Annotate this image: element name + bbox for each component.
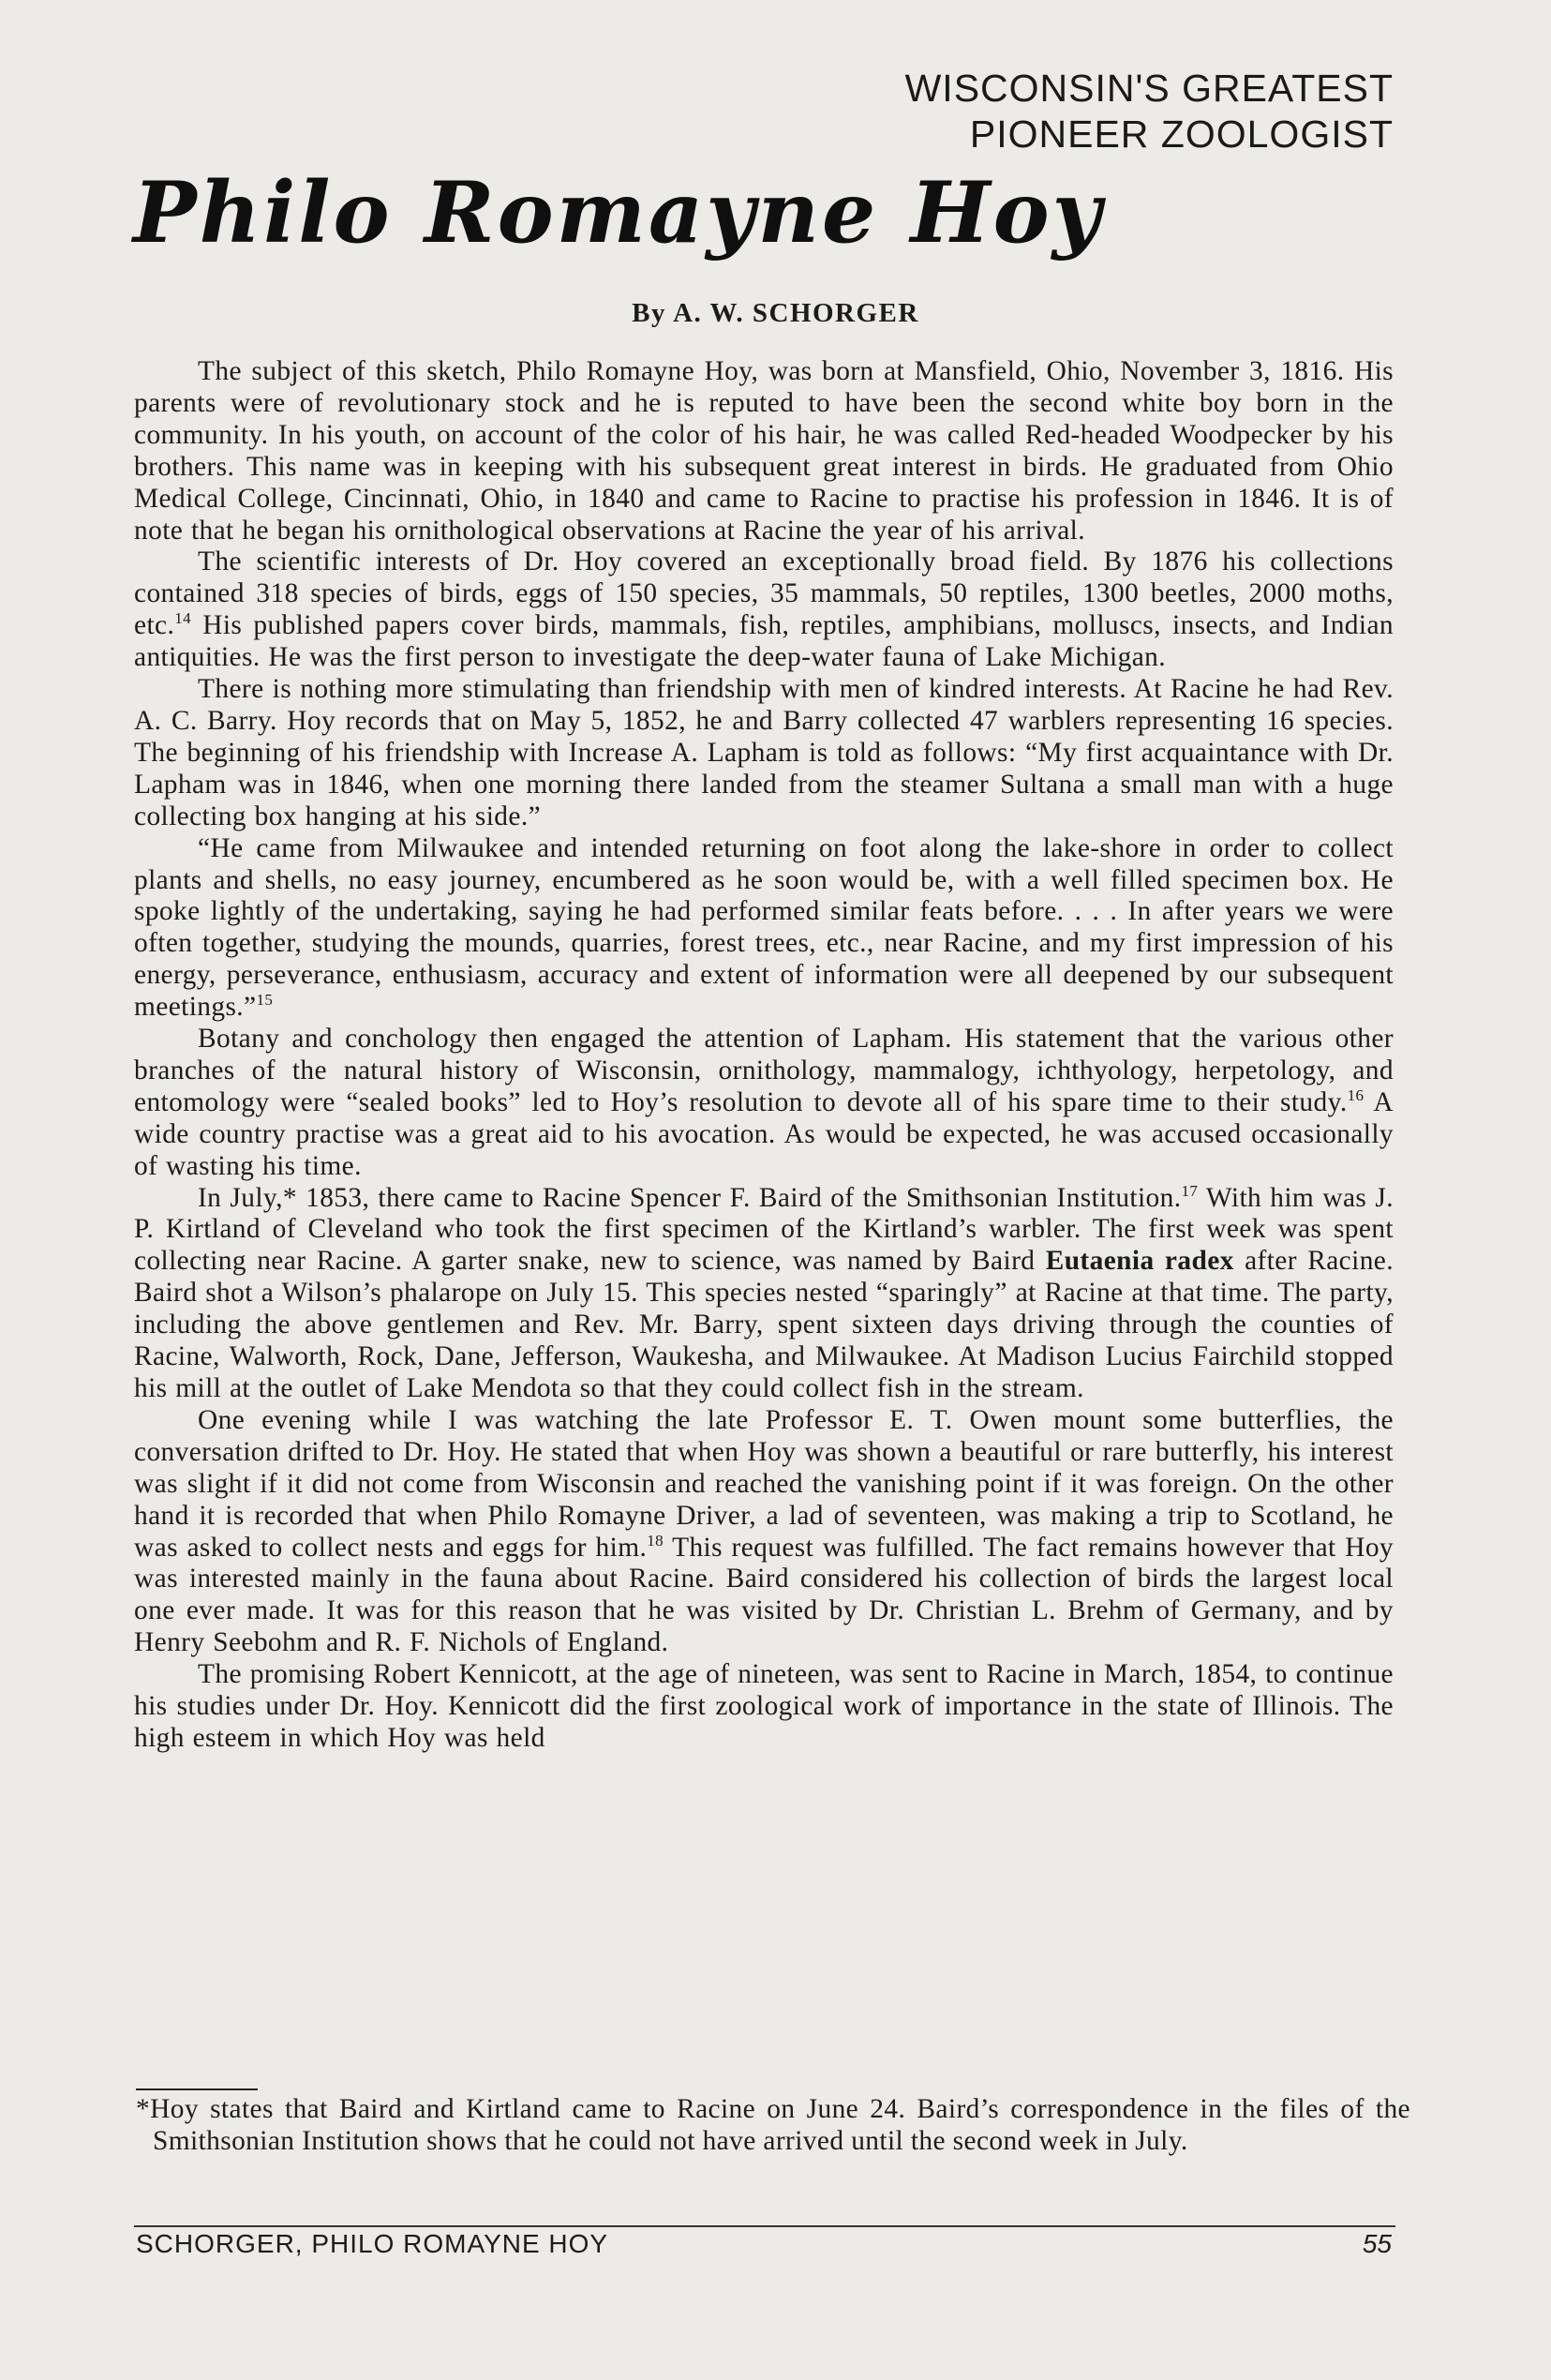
paragraph-text: Botany and conchology then engaged the attention of Lapham. His statement that the various other branches of the natural history of Wisconsin, ornithology, mammalogy, ichthyology, herpetology, and entomology were “sealed books” led to Hoy’s resolution to devote all of his spare time to their study. [134, 1024, 1394, 1117]
paragraph [134, 356, 1394, 546]
paragraph [134, 1659, 1394, 1755]
paragraph [134, 1405, 1394, 1659]
species-name: Eutaenia radex [1045, 1246, 1234, 1277]
paragraph-text: A wide country practise was a great aid to his avocation. As would be expected, he was accused occasionally of wasting his time. [134, 1086, 1394, 1181]
running-head: SCHORGER, PHILO ROMAYNE HOY [136, 2229, 609, 2258]
footnote-reference: 18 [647, 1531, 664, 1549]
paragraph-text: In July,* 1853, there came to Racine Spencer F. Baird of the Smithsonian Institution. [198, 1182, 1182, 1213]
footnote-reference: 16 [1347, 1085, 1365, 1104]
paragraph [134, 1024, 1394, 1183]
footnote-reference: 15 [256, 991, 274, 1010]
paragraph-text: With him was J. P. Kirtland of Cleveland who took the first specimen of the Kirtland’s warbler. The first week was spent collecting near Racine. A garter snake, new to science, was named by Baird [134, 1182, 1394, 1277]
paragraph-text: There is nothing more stimulating than friendship with men of kindred interests. At Racine he had Rev. A. C. Barry. Hoy records that on May 5, 1852, he and Barry collected 47 warblers representing 16 species. The beginning of his friendship with Increase A. Lapham is told as follows: “My first acquaintance with Dr. Lapham was in 1846, when one morning there landed from the steamer Sultana a small man with a huge collecting box hanging at his side.” [134, 674, 1394, 831]
section-kicker [905, 66, 1394, 157]
footnote: *Hoy states that Baird and Kirtland came to Racine on June 24. Baird’s correspondence in the files of the Smithsonian Institution shows that he could not have arrived until the second week in July. [136, 2094, 1410, 2156]
paragraph [134, 833, 1394, 1024]
paragraph-text: after Racine. Baird shot a Wilson’s phalarope on July 15. This species nested “sparingly” at Racine at that time. The party, including the above gentlemen and Rev. Mr. Barry, spent sixteen days driving through the counties of Racine, Walworth, Rock, Dane, Jefferson, Waukesha, and Milwaukee. At Madison Lucius Fairchild stopped his mill at the outlet of Lake Mendota so that they could collect fish in the stream. [134, 1246, 1394, 1403]
kicker-line-1: WISCONSIN'S GREATEST [904, 67, 1394, 110]
paragraph-text: This request was fulfilled. The fact remains however that Hoy was interested mainly in the fauna about Racine. Baird considered his collection of birds the largest local one ever made. It was for this reason that he was visited by Dr. Christian L. Brehm of Germany, and by Henry Seebohm and R. F. Nichols of England. [134, 1532, 1394, 1658]
footnote-reference: 14 [174, 609, 192, 628]
paragraph-text: The scientific interests of Dr. Hoy covered an exceptionally broad field. By 1876 his collections contained 318 species of birds, eggs of 150 species, 35 mammals, 50 reptiles, 1300 beetles, 2000 moths, etc. [134, 546, 1394, 641]
paragraph-text: “He came from Milwaukee and intended returning on foot along the lake-shore in order to collect plants and shells, no easy journey, encumbered as he soon would be, with a well filled specimen box. He spoke lightly of the undertaking, saying he had performed similar feats before. . . . In after years we were often together, studying the mounds, quarries, forest trees, etc., near Racine, and my first impression of his energy, perseverance, enthusiasm, accuracy and extent of information were all deepened by our subsequent meetings.” [134, 832, 1394, 1023]
page-number: 55 [1362, 2229, 1392, 2258]
article-body [134, 356, 1394, 1755]
author-byline: By A. W. SCHORGER [632, 298, 919, 328]
paragraph [134, 1183, 1394, 1405]
paragraph-text: The subject of this sketch, Philo Romayne Hoy, was born at Mansfield, Ohio, November 3, 1816. His parents were of revolutionary stock and he is reputed to have been the second white boy born in the community. In his youth, on account of the color of his hair, he was called Red-headed Woodpecker by his brothers. This name was in keeping with his subsequent great interest in birds. He graduated from Ohio Medical College, Cincinnati, Ohio, in 1840 and came to Racine to practise his profession in 1846. It is of note that he began his ornithological observations at Racine the year of his arrival. [134, 356, 1394, 546]
paragraph-text: The promising Robert Kennicott, at the age of nineteen, was sent to Racine in March, 1854, to continue his studies under Dr. Hoy. Kennicott did the first zoological work of importance in the state of Illinois. The high esteem in which Hoy was held [134, 1659, 1394, 1753]
paragraph [134, 546, 1394, 674]
kicker-line-2: PIONEER ZOOLOGIST [969, 112, 1394, 156]
paragraph-text: One evening while I was watching the late Professor E. T. Owen mount some butterflies, the conversation drifted to Dr. Hoy. He stated that when Hoy was shown a beautiful or rare butterfly, his interest was slight if it did not come from Wisconsin and reached the vanishing point if it was foreign. On the other hand it is recorded that when Philo Romayne Driver, a lad of seventeen, was making a trip to Scotland, he was asked to collect nests and eggs for him. [134, 1404, 1394, 1563]
article-title: Philo Romayne Hoy [133, 163, 1104, 262]
paragraph-text: His published papers cover birds, mammals, fish, reptiles, amphibians, molluscs, insects, and Indian antiquities. He was the first person to investigate the deep-water fauna of Lake Michigan. [134, 610, 1394, 673]
paragraph [134, 674, 1394, 833]
footnote-separator [136, 2088, 258, 2090]
footnote-reference: 17 [1181, 1181, 1199, 1200]
footer-rule [134, 2225, 1395, 2227]
